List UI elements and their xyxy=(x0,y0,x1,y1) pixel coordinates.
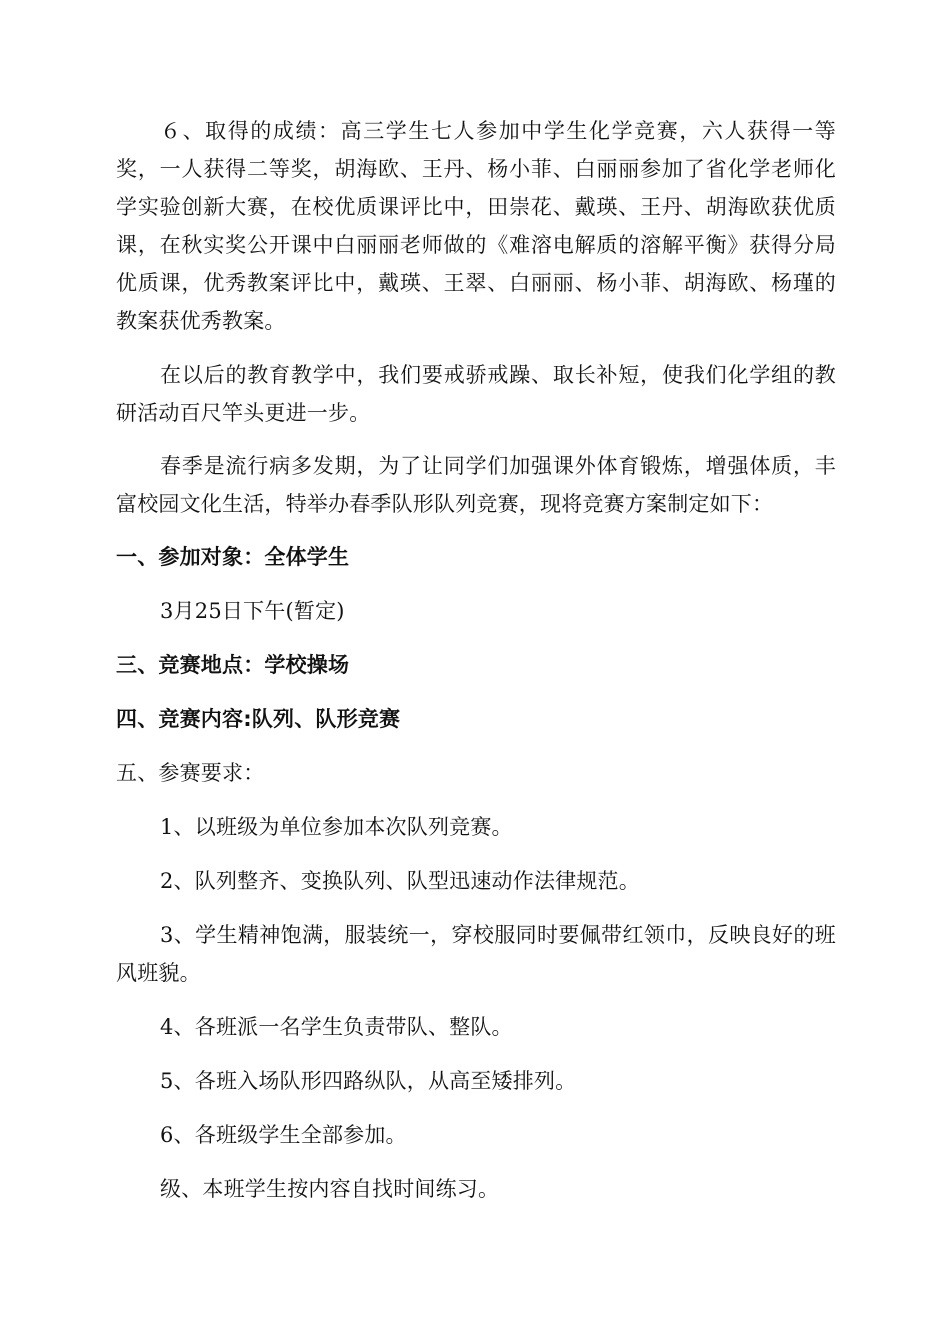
requirement-item: 2、队列整齐、变换队列、队型迅速动作法律规范。 xyxy=(160,869,640,893)
requirement-item: 级、本班学生按内容自找时间练习。 xyxy=(160,1177,500,1201)
intro-paragraph: 春季是流行病多发期，为了让同学们加强课外体育锻炼，增强体质，丰富校园文化生活，特举办春季队形队列竞赛，现将竞赛方案制定如下： xyxy=(116,454,836,516)
participants-heading: 一、参加对象：全体学生 xyxy=(116,545,350,569)
location-heading: 三、竞赛地点：学校操场 xyxy=(116,653,350,677)
requirement-item: 3、学生精神饱满，服装统一，穿校服同时要佩带红领巾，反映良好的班风班貌。 xyxy=(116,923,836,985)
document-page xyxy=(116,112,836,1224)
requirement-item: 4、各班派一名学生负责带队、整队。 xyxy=(160,1015,513,1039)
achievements-paragraph: ６、取得的成绩：高三学生七人参加中学生化学竞赛，六人获得一等奖，一人获得二等奖，胡海欧、王丹、杨小菲、白丽丽参加了省化学老师化学实验创新大赛，在校优质课评比中，田崇花、戴瑛、王丹、胡海欧获优质课，在秋实奖公开课中白丽丽老师做的《难溶电解质的溶解平衡》获得分局优质课，优秀教案评比中，戴瑛、王翠、白丽丽、杨小菲、胡海欧、杨瑾的教案获优秀教案。 xyxy=(116,119,836,333)
requirement-item: 5、各班入场队形四路纵队，从高至矮排列。 xyxy=(160,1069,577,1093)
requirements-heading: 五、参赛要求： xyxy=(116,761,265,785)
requirement-item: 1、以班级为单位参加本次队列竞赛。 xyxy=(160,815,513,839)
content-heading: 四、竞赛内容:队列、队形竞赛 xyxy=(116,707,401,731)
time-line: 3月25日下午(暂定) xyxy=(160,599,345,623)
requirement-item: 6、各班级学生全部参加。 xyxy=(160,1123,407,1147)
outlook-paragraph: 在以后的教育教学中，我们要戒骄戒躁、取长补短，使我们化学组的教研活动百尺竿头更进一步。 xyxy=(116,363,836,425)
